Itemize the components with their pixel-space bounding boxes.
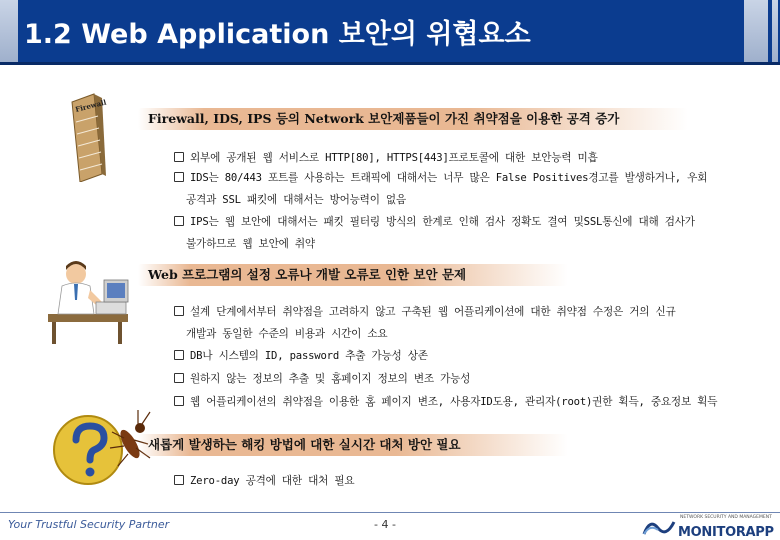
footer-slogan: Your Trustful Security Partner bbox=[8, 518, 170, 531]
checkbox-bullet-icon bbox=[174, 350, 184, 360]
bullet-text: 외부에 공개된 웹 서비스로 HTTP[80], HTTPS[443]프로토콜에 대한 보안능력 미흡 bbox=[190, 152, 598, 164]
section-heading-new-hacking: 새롭게 발생하는 해킹 방법에 대한 실시간 대처 방안 필요 bbox=[138, 434, 568, 456]
bullet-text: Zero-day 공격에 대한 대처 필요 bbox=[190, 475, 355, 487]
bullet-item bbox=[174, 349, 428, 363]
checkbox-bullet-icon bbox=[174, 152, 184, 162]
checkbox-bullet-icon bbox=[174, 396, 184, 406]
bullet-text: IDS는 80/443 포트를 사용하는 트래픽에 대해서는 너무 많은 False Positives경고를 발생하거나, 우회 bbox=[190, 172, 708, 184]
bullet-text: IPS는 웹 보안에 대해서는 패킷 필터링 방식의 한계로 인해 검사 정확도 결여 및SSL통신에 대해 검사가 bbox=[190, 216, 695, 228]
checkbox-bullet-icon bbox=[174, 475, 184, 485]
bullet-item bbox=[174, 372, 470, 386]
bullet-text: 웹 어플리케이션의 취약점을 이용한 홈 페이지 변조, 사용자ID도용, 관리자(root)권한 획득, 중요정보 획득 bbox=[190, 396, 718, 408]
section-heading-web-program: Web 프로그램의 설정 오류나 개발 오류로 인한 보안 문제 bbox=[138, 264, 568, 286]
firewall-label: Firewall bbox=[74, 97, 108, 114]
title-accent-right bbox=[744, 0, 768, 62]
page-number: - 4 - bbox=[374, 518, 396, 531]
bullet-item bbox=[174, 395, 717, 409]
bullet-text: 설계 단계에서부터 취약점을 고려하지 않고 구축된 웹 어플리케이션에 대한 취약점 수정은 거의 신규 bbox=[190, 306, 676, 318]
logo-tagline: NETWORK SECURITY AND MANAGEMENT bbox=[680, 515, 772, 520]
checkbox-bullet-icon bbox=[174, 216, 184, 226]
bullet-item bbox=[174, 474, 354, 488]
section-heading-network: Firewall, IDS, IPS 등의 Network 보안제품들이 가진 취약점을 이용한 공격 증가 bbox=[138, 108, 688, 130]
checkbox-bullet-icon bbox=[174, 373, 184, 383]
footer-divider bbox=[0, 512, 780, 513]
title-accent-right-thin bbox=[772, 0, 778, 62]
slide-title: 1.2 Web Application 보안의 위협요소 bbox=[24, 19, 531, 50]
bullet-continuation: 공격과 SSL 패킷에 대해서는 방어능력이 없음 bbox=[186, 194, 406, 206]
bullet-continuation: 불가하므로 웹 보안에 취약 bbox=[186, 238, 315, 250]
checkbox-bullet-icon bbox=[174, 306, 184, 316]
checkbox-bullet-icon bbox=[174, 172, 184, 182]
developer-illustration bbox=[48, 254, 138, 344]
logo-wordmark: MONITORAPP bbox=[678, 525, 774, 540]
firewall-illustration bbox=[68, 92, 108, 182]
bullet-text: DB나 시스템의 ID, password 추출 가능성 상존 bbox=[190, 350, 428, 362]
bullet-item bbox=[174, 151, 598, 165]
title-bar bbox=[0, 0, 780, 65]
bullet-continuation: 개발과 동일한 수준의 비용과 시간이 소요 bbox=[186, 328, 388, 340]
bullet-item bbox=[174, 215, 695, 229]
title-accent-left bbox=[0, 0, 18, 62]
bullet-text: 원하지 않는 정보의 추출 및 홈페이지 정보의 변조 가능성 bbox=[190, 373, 471, 385]
bullet-item bbox=[174, 171, 707, 185]
bullet-item bbox=[174, 305, 676, 319]
